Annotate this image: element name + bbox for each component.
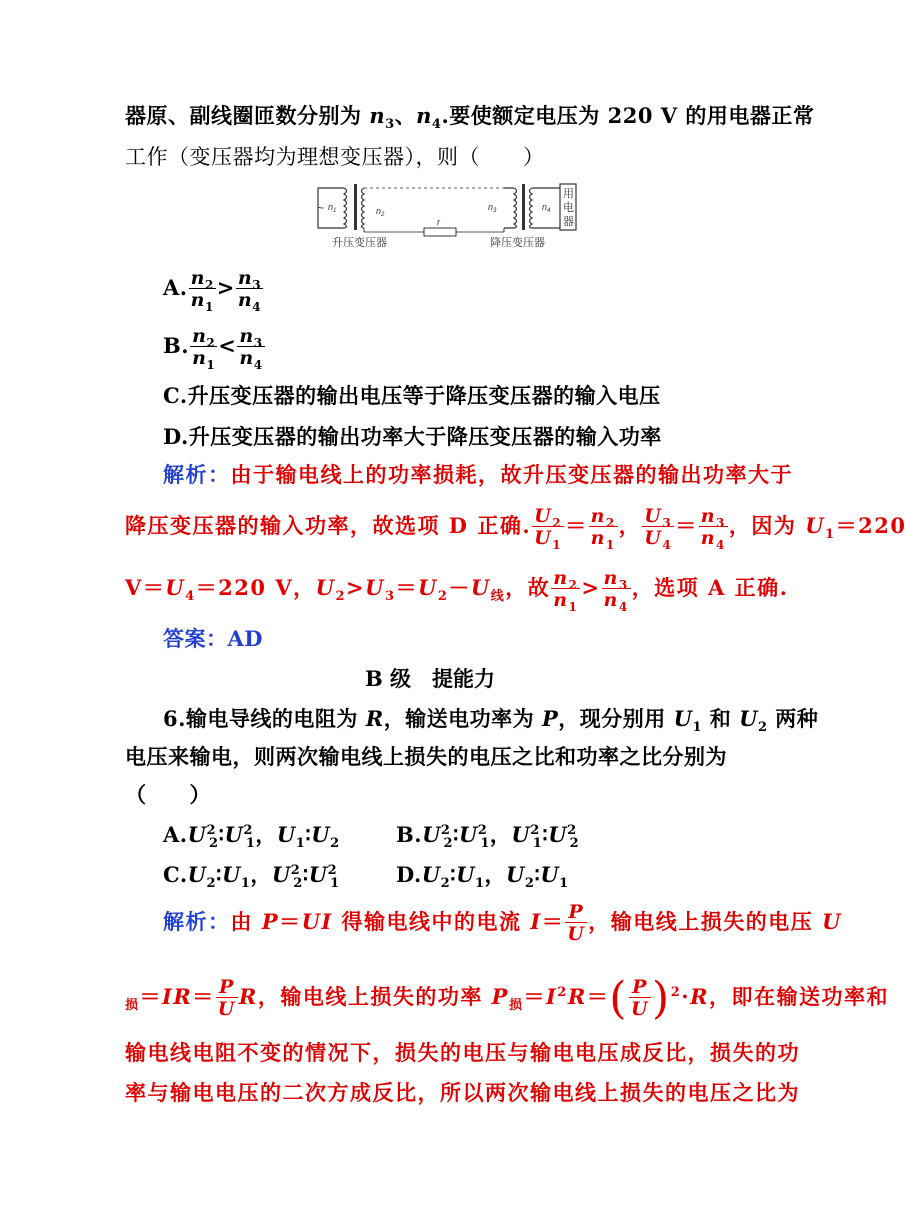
ac-source-symbol: ~ bbox=[317, 201, 325, 215]
question-6-line-2: 电压来输电，则两次输电线上损失的电压之比和功率之比分别为 bbox=[125, 744, 727, 769]
transformer-circuit-diagram bbox=[316, 180, 586, 252]
analysis-line-3: $V=U_4=220$ V，$U_2>U_3=U_2-U_线$，故 $\frac{n_2}{n_1}$ > $\frac{n_3}{n_4}$ ，选项 A 正确. bbox=[125, 567, 789, 614]
answer-value: AD bbox=[227, 626, 264, 651]
option-label: A. bbox=[163, 822, 188, 847]
caption-step-down: 降压变压器 bbox=[490, 237, 545, 249]
text-segment: 器原、副线圈匝数分别为 bbox=[125, 103, 370, 128]
appliance-label: 电 bbox=[563, 202, 574, 214]
analysis-line-1 bbox=[163, 460, 793, 490]
line-resistor bbox=[424, 228, 456, 236]
transformer-core bbox=[522, 184, 525, 230]
text-segment: ，输送电功率为 bbox=[383, 706, 542, 731]
appliance-label: 器 bbox=[563, 216, 574, 228]
subscript: 3 bbox=[385, 117, 395, 133]
operator: > bbox=[216, 275, 235, 300]
transformer-core bbox=[354, 184, 357, 230]
text-segment: V＝ bbox=[125, 575, 166, 600]
appliance-label: 用 bbox=[563, 188, 574, 200]
analysis6-line-4: 率与输电电压的二次方成反比，所以两次输电线上损失的电压之比为 bbox=[125, 1080, 800, 1105]
fraction: $\frac{n_3}{n_4}$ bbox=[237, 267, 262, 314]
comma: ， bbox=[618, 513, 642, 538]
operator: < bbox=[218, 333, 237, 358]
question-text-line-1 bbox=[125, 101, 815, 133]
option-c: C.升压变压器的输出电压等于降压变压器的输入电压 bbox=[163, 383, 661, 408]
label-n4: $n_4$ bbox=[542, 202, 551, 214]
label-n2: $n_2$ bbox=[376, 206, 385, 218]
q6-option-b: $B.U^2_2∶U^2_1$，$U^2_1∶U^2_2$ bbox=[396, 822, 580, 852]
text-segment: ，现分别用 bbox=[558, 706, 674, 731]
text-segment: ，选项 A 正确. bbox=[631, 575, 789, 600]
fraction: $\frac{n_2}{n_1}$ bbox=[192, 325, 216, 372]
text-segment: ，输电线上损失的功率 bbox=[257, 984, 492, 1009]
text-segment: ＝220 bbox=[835, 513, 906, 538]
text-segment: 由 bbox=[230, 909, 262, 934]
text-segment: 、 bbox=[394, 103, 417, 128]
q6-option-a: $A.U^2_2∶U^2_1$，$U_1∶U_2$ bbox=[163, 822, 340, 852]
text-segment: ，因为 bbox=[728, 513, 806, 538]
q6-option-c: $C.U_2∶U_1$，$U^2_2∶U^2_1$ bbox=[163, 862, 340, 892]
question-6-line-1: 6.输电导线的电阻为 R，输送电功率为 P，现分别用 $U_1$ 和 $U_2$ 两种 bbox=[163, 706, 819, 736]
option-d: D.升压变压器的输出功率大于降压变压器的输入功率 bbox=[163, 424, 662, 449]
text-segment: ，故 bbox=[505, 575, 551, 600]
subscript: 损 bbox=[508, 998, 524, 1014]
equals: ＝ bbox=[565, 513, 588, 538]
analysis-label: 解析： bbox=[163, 909, 231, 934]
label-n1: $n_1$ bbox=[328, 202, 337, 214]
text-segment: 和 bbox=[701, 706, 740, 731]
analysis6-line-1: 解析：由 P＝UI 得输电线中的电流 I＝ $\frac{P}{U}$ ，输电线上损失的电压 U bbox=[163, 901, 842, 945]
option-label: B. bbox=[163, 333, 190, 358]
answer-line bbox=[163, 624, 778, 654]
text-segment: .要使额定电压为 bbox=[441, 103, 608, 128]
q6-option-d: $D.U_2∶U_1$，$U_2∶U_1$ bbox=[396, 862, 569, 892]
section-heading: B 级 提能力 bbox=[364, 666, 496, 691]
option-b bbox=[163, 325, 778, 372]
subscript: 损 bbox=[125, 998, 140, 1014]
question-6-line-3: （ ） bbox=[125, 782, 211, 807]
label-r: r bbox=[437, 217, 440, 227]
answer-label: 答案： bbox=[163, 626, 228, 651]
analysis6-line-3: 输电线电阻不变的情况下，损失的电压与输电电压成反比，损失的功 bbox=[125, 1040, 800, 1065]
text-segment: 两种 bbox=[767, 706, 819, 731]
text-segment: · bbox=[681, 984, 691, 1009]
text-segment: 得输电线中的电流 bbox=[332, 909, 531, 934]
text-segment: 由于输电线上的功率损耗，故升压变压器的输出功率大于 bbox=[230, 462, 793, 487]
subscript: 4 bbox=[431, 117, 442, 133]
option-label: D. bbox=[396, 862, 422, 887]
var-r: R bbox=[365, 706, 384, 731]
var-n: n bbox=[369, 103, 386, 128]
label-n3: $n_3$ bbox=[488, 202, 497, 214]
text-segment: 的用电器正常 bbox=[677, 103, 815, 128]
option-label: B. bbox=[396, 822, 423, 847]
text-segment: 6.输电导线的电阻为 bbox=[163, 706, 366, 731]
option-label: A. bbox=[163, 275, 188, 300]
text-segment: ＝220 V， bbox=[195, 575, 316, 600]
text-segment: ，即在输送功率和 bbox=[709, 984, 890, 1009]
option-a bbox=[163, 267, 778, 314]
var-n: n bbox=[416, 103, 432, 128]
var-p: P bbox=[542, 706, 559, 731]
option-label: C. bbox=[163, 862, 188, 887]
voltage-value: 220 V bbox=[607, 103, 678, 128]
fraction: $\frac{n_3}{n_4}$ bbox=[239, 325, 263, 372]
caption-step-up: 升压变压器 bbox=[332, 237, 387, 249]
analysis6-line-2: $_损$＝IR＝ $\frac{P}{U}$ R，输电线上损失的功率 $P_损=I^2R=$( $\frac{P}{U}$ )$^2$·R，即在输送功率和 bbox=[125, 972, 890, 1024]
fraction: $\frac{n_2}{n_1}$ bbox=[190, 267, 214, 314]
text-segment: ，输电线上损失的电压 bbox=[588, 909, 823, 934]
question-text-line-2: 工作（变压器均为理想变压器），则（ ） bbox=[125, 145, 545, 169]
analysis-label: 解析： bbox=[163, 462, 231, 487]
text-segment: 降压变压器的输入功率，故选项 D 正确. bbox=[125, 513, 532, 538]
equals: ＝ bbox=[675, 513, 698, 538]
analysis-line-2: 降压变压器的输入功率，故选项 D 正确. $\frac{U_2}{U_1}$ ＝ $\frac{n_2}{n_1}$ ， $\frac{U_3}{U_4}$ ＝ $\frac{n_3}{n_4}$ ，因为 $U_1=220$ bbox=[125, 505, 906, 552]
